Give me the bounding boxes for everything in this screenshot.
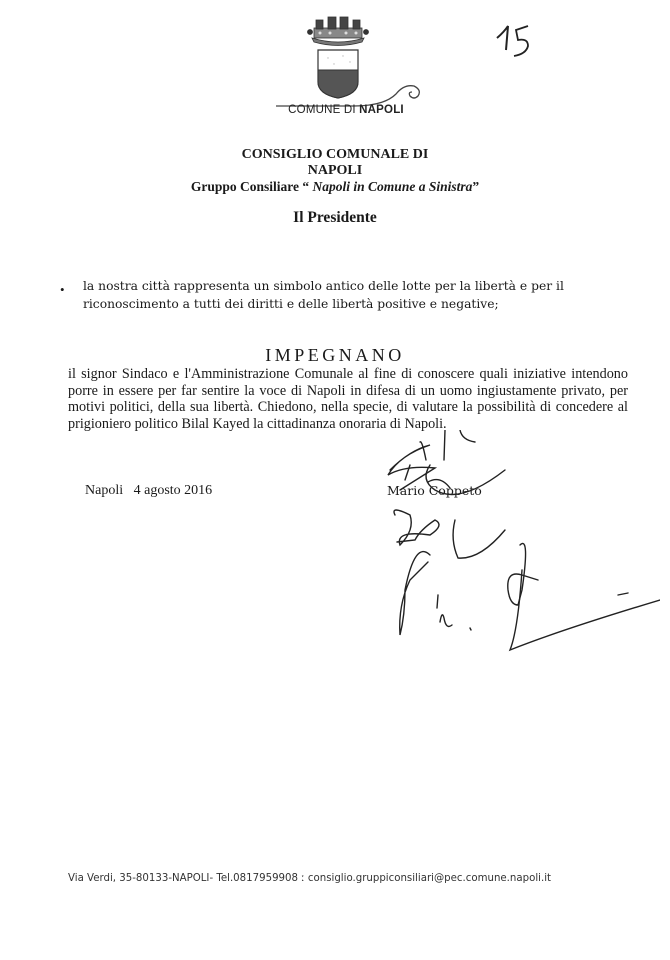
handwritten-signatures bbox=[360, 430, 660, 680]
council-title-line2: NAPOLI bbox=[307, 163, 363, 178]
section-heading: IMPEGNANO bbox=[265, 345, 405, 365]
group-name-line: Gruppo Consiliare “ Napoli in Comune a Sinistra” bbox=[190, 179, 480, 194]
role-heading: Il Presidente bbox=[293, 209, 377, 226]
bullet-marker: • bbox=[60, 282, 65, 297]
council-title-line1: CONSIGLIO COMUNALE DI bbox=[241, 147, 429, 162]
signatory-name: Mario Coppeto bbox=[387, 483, 482, 498]
footer-contact: Via Verdi, 35-80133-NAPOLI- Tel.0817959908 ː consiglio.gruppiconsiliari@pec.comune.napoli.it bbox=[68, 873, 552, 884]
logo-label: COMUNE DI NAPOLI bbox=[288, 104, 404, 116]
place-date: Napoli 4 agosto 2016 bbox=[85, 483, 213, 498]
svg-text:15: 15 bbox=[494, 20, 495, 21]
main-paragraph: il signor Sindaco e l'Amministrazione Comunale al fine di conoscere quali iniziative intendono porre in essere per far sentire la voce di Napoli in difesa di un uomo ingiustamente privato, per motivi politici, della sua libertà. Chiedono, nella specie, di valutare la possibilità di concedere al prigioniero politico Bilal Kayed la cittadinanza onoraria di Napoli. bbox=[68, 366, 628, 432]
handwritten-page-number bbox=[494, 20, 554, 60]
bullet-paragraph: la nostra città rappresenta un simbolo antico delle lotte per la libertà e per il riconoscimento a tutti dei diritti e delle libertà positive e negative; bbox=[83, 279, 564, 311]
